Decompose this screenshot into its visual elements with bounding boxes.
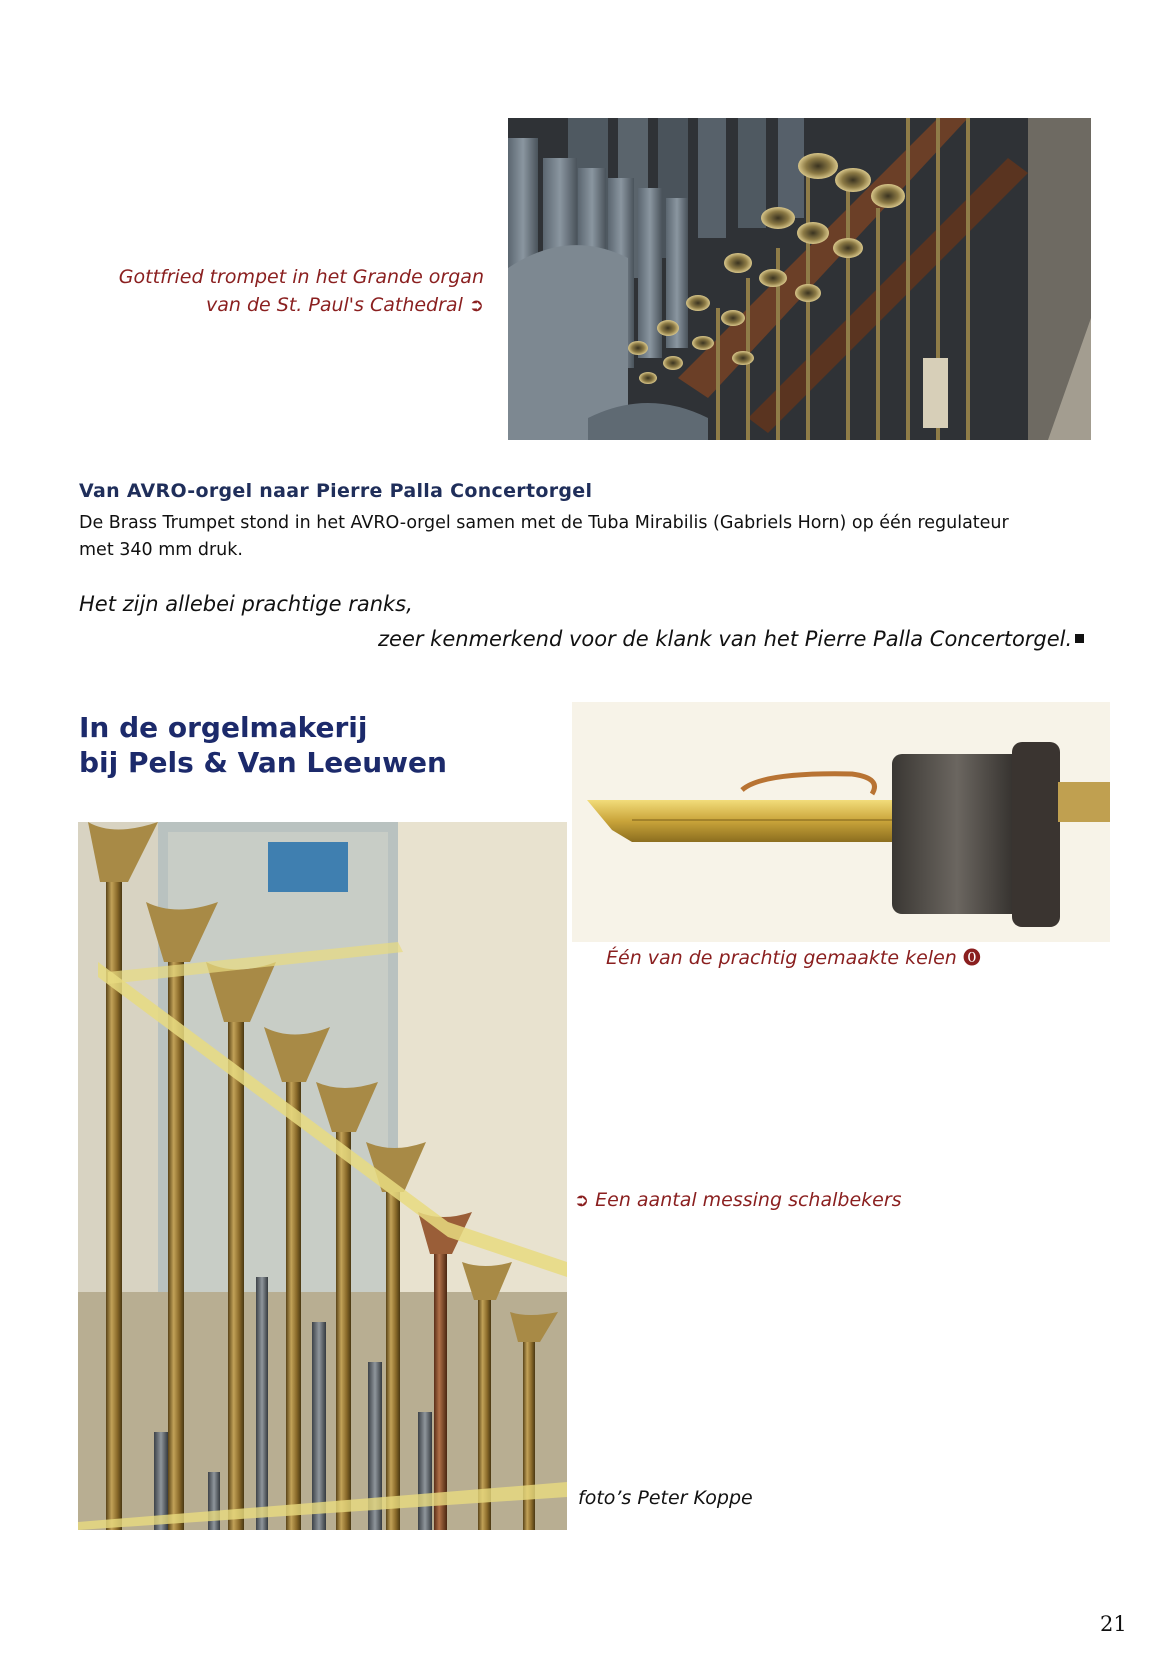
heading-orgelmakerij xyxy=(79,710,447,780)
photo-gottfried-trompet xyxy=(508,118,1091,440)
arrow-left-icon: ➲ xyxy=(574,1190,590,1211)
photo-kelen xyxy=(572,702,1110,942)
caption-gottfried-line2: van de St. Paul's Cathedral xyxy=(206,294,463,316)
caption-gottfried-line1: Gottfried trompet in het Grande organ xyxy=(118,266,484,288)
heading-line-1: In de orgelmakerij xyxy=(79,711,368,744)
caption-schalbekers-text: Een aantal messing schalbekers xyxy=(595,1189,902,1211)
section-body-text: De Brass Trumpet stond in het AVRO-orgel samen met de Tuba Mirabilis (Gabriels Horn) op één regulateur met 340 mm druk. xyxy=(79,513,1009,560)
quote-line-2 xyxy=(378,627,1084,651)
caption-gottfried-trompet xyxy=(119,263,484,320)
photo-credit: foto’s Peter Koppe xyxy=(578,1487,753,1509)
end-of-article-icon xyxy=(1075,634,1084,643)
quote-line-2-text: zeer kenmerkend voor de klank van het Pierre Palla Concertorgel. xyxy=(378,627,1073,651)
heading-line-2: bij Pels & Van Leeuwen xyxy=(79,746,447,779)
caption-schalbekers xyxy=(574,1186,902,1215)
page-number: 21 xyxy=(1100,1612,1127,1636)
arrow-up-icon: ⓿ xyxy=(962,948,981,969)
photo-messing-schalbekers xyxy=(78,822,567,1530)
caption-kelen xyxy=(606,944,981,973)
arrow-right-icon: ➲ xyxy=(468,295,484,316)
section-title: Van AVRO-orgel naar Pierre Palla Concertorgel xyxy=(79,480,593,502)
quote-line-1: Het zijn allebei prachtige ranks, xyxy=(79,592,413,616)
caption-kelen-text: Één van de prachtig gemaakte kelen xyxy=(606,947,957,969)
